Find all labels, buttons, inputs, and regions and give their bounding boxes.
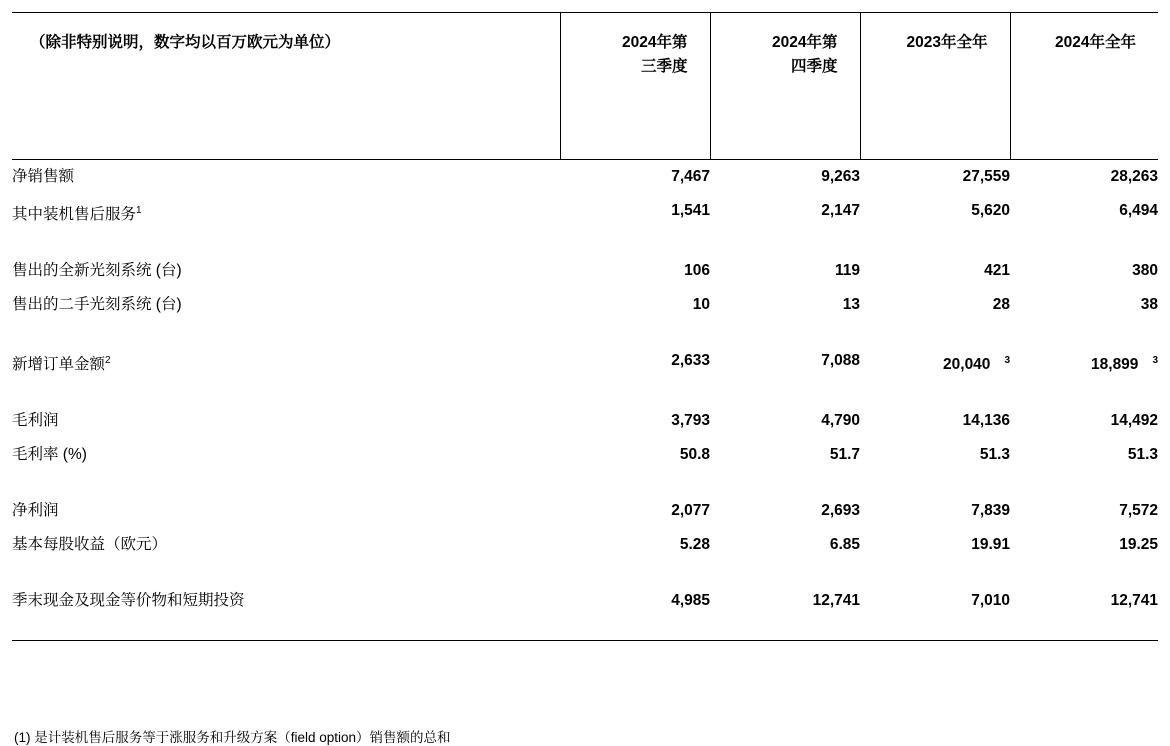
spacer-cell — [12, 562, 560, 584]
table-row — [12, 404, 1158, 438]
table-body — [12, 160, 1158, 641]
row-label: 基本每股收益（欧元） — [12, 536, 168, 554]
row-value: 3,793 — [671, 412, 710, 430]
spacer-cell — [860, 472, 1010, 494]
row-value: 38 — [1140, 296, 1158, 314]
row-label-text: 新增订单金额 — [12, 356, 106, 374]
table-spacer-row — [12, 382, 1158, 404]
spacer-cell — [560, 322, 710, 344]
table-row — [12, 254, 1158, 288]
row-value: 9,263 — [821, 168, 860, 185]
row-value: 2,693 — [821, 502, 860, 520]
row-value: 18,899 — [1091, 356, 1139, 374]
row-value: 19.91 — [971, 536, 1010, 554]
table-row — [12, 344, 1158, 382]
row-value: 50.8 — [679, 446, 710, 464]
header-col-q4-2024-line2: 四季度 — [790, 58, 838, 76]
spacer-cell — [12, 618, 560, 641]
row-label: 季末现金及现金等价物和短期投资 — [12, 592, 245, 610]
spacer-cell — [560, 618, 710, 641]
row-value-with-footnote — [1010, 344, 1158, 382]
header-col-q3-2024-line1: 2024年第 — [622, 34, 688, 51]
spacer-cell — [12, 322, 560, 344]
table-spacer-row — [12, 322, 1158, 344]
header-col-fy-2024-line1: 2024年全年 — [1055, 34, 1136, 51]
row-value: 7,467 — [671, 168, 710, 185]
spacer-cell — [1010, 382, 1158, 404]
header-col-fy-2023-line1: 2023年全年 — [906, 34, 988, 51]
row-value: 4,985 — [671, 592, 710, 610]
spacer-cell — [860, 232, 1010, 254]
row-value: 10 — [692, 296, 710, 314]
header-col-q4-2024-line1: 2024年第 — [772, 34, 838, 51]
spacer-cell — [860, 562, 1010, 584]
spacer-cell — [1010, 322, 1158, 344]
row-value: 51.3 — [979, 446, 1010, 464]
row-value: 2,077 — [671, 502, 710, 520]
row-value: 14,136 — [962, 412, 1010, 430]
table-row — [12, 288, 1158, 322]
header-col-q3-2024-line2: 三季度 — [640, 58, 688, 76]
row-label: 净利润 — [12, 502, 59, 520]
row-value: 12,741 — [812, 592, 860, 610]
row-value: 6,494 — [1119, 202, 1158, 219]
table-row — [12, 584, 1158, 618]
row-value: 51.3 — [1127, 446, 1158, 464]
table-spacer-row — [12, 472, 1158, 494]
row-value: 51.7 — [829, 446, 860, 464]
row-value: 13 — [842, 296, 860, 314]
spacer-cell — [560, 562, 710, 584]
row-label: 毛利率 (%) — [12, 446, 87, 464]
row-value: 2,147 — [821, 202, 860, 219]
spacer-cell — [560, 232, 710, 254]
row-label: 售出的全新光刻系统 (台) — [12, 262, 182, 280]
table-spacer-row — [12, 618, 1158, 641]
table-header-row — [12, 13, 1158, 160]
row-label — [12, 344, 560, 382]
spacer-cell — [710, 618, 860, 641]
row-value: 7,010 — [971, 592, 1010, 610]
row-value: 6.85 — [829, 536, 860, 554]
table-row — [12, 494, 1158, 528]
spacer-cell — [710, 382, 860, 404]
row-label: 售出的二手光刻系统 (台) — [12, 296, 182, 314]
financial-summary-page — [0, 12, 1170, 745]
table-row — [12, 160, 1158, 195]
financial-summary-table — [12, 12, 1158, 641]
row-value: 1,541 — [671, 202, 710, 219]
row-label — [12, 194, 560, 232]
spacer-cell — [560, 382, 710, 404]
row-value: 14,492 — [1110, 412, 1158, 430]
header-col-fy-2024 — [1010, 13, 1158, 160]
spacer-cell — [710, 562, 860, 584]
spacer-cell — [1010, 472, 1158, 494]
spacer-cell — [1010, 618, 1158, 641]
footnote-marker: 3 — [1004, 355, 1010, 367]
row-value: 12,741 — [1110, 592, 1158, 610]
table-row — [12, 528, 1158, 562]
spacer-cell — [860, 322, 1010, 344]
row-value: 106 — [684, 262, 710, 280]
row-value: 421 — [984, 262, 1010, 280]
footnote-1: (1) 是计装机售后服务等于涨服务和升级方案（field option）销售额的总和 — [14, 730, 451, 745]
spacer-cell — [1010, 562, 1158, 584]
spacer-cell — [12, 382, 560, 404]
footnote-marker: 1 — [136, 205, 142, 216]
row-value: 119 — [834, 262, 860, 280]
row-label-text: 其中装机售后服务 — [12, 206, 137, 224]
spacer-cell — [1010, 232, 1158, 254]
row-value: 380 — [1132, 262, 1158, 280]
row-label: 净销售额 — [12, 168, 75, 185]
spacer-cell — [710, 322, 860, 344]
spacer-cell — [710, 472, 860, 494]
spacer-cell — [12, 472, 560, 494]
header-col-q3-2024 — [560, 13, 710, 160]
spacer-cell — [560, 472, 710, 494]
row-value: 19.25 — [1119, 536, 1158, 554]
row-value: 7,572 — [1119, 502, 1158, 520]
spacer-cell — [710, 232, 860, 254]
row-value: 4,790 — [821, 412, 860, 430]
row-value: 5.28 — [679, 536, 710, 554]
row-value: 27,559 — [962, 168, 1010, 185]
spacer-cell — [860, 618, 1010, 641]
row-value: 20,040 — [943, 356, 991, 374]
row-value: 28,263 — [1110, 168, 1158, 185]
row-value: 5,620 — [971, 202, 1010, 219]
spacer-cell — [12, 232, 560, 254]
row-value: 2,633 — [671, 352, 710, 370]
table-spacer-row — [12, 232, 1158, 254]
spacer-cell — [860, 382, 1010, 404]
table-row — [12, 194, 1158, 232]
header-unit-note: （除非特别说明，数字均以百万欧元为单位） — [12, 13, 560, 160]
footnote-marker: 3 — [1152, 355, 1158, 367]
row-value-with-footnote — [860, 344, 1010, 382]
row-label: 毛利润 — [12, 412, 59, 430]
footnote-marker: 2 — [105, 355, 111, 367]
row-value: 28 — [992, 296, 1010, 314]
table-row — [12, 438, 1158, 472]
table-spacer-row — [12, 562, 1158, 584]
row-value: 7,839 — [971, 502, 1010, 520]
header-col-q4-2024 — [710, 13, 860, 160]
header-col-fy-2023 — [860, 13, 1010, 160]
row-value: 7,088 — [821, 352, 860, 370]
